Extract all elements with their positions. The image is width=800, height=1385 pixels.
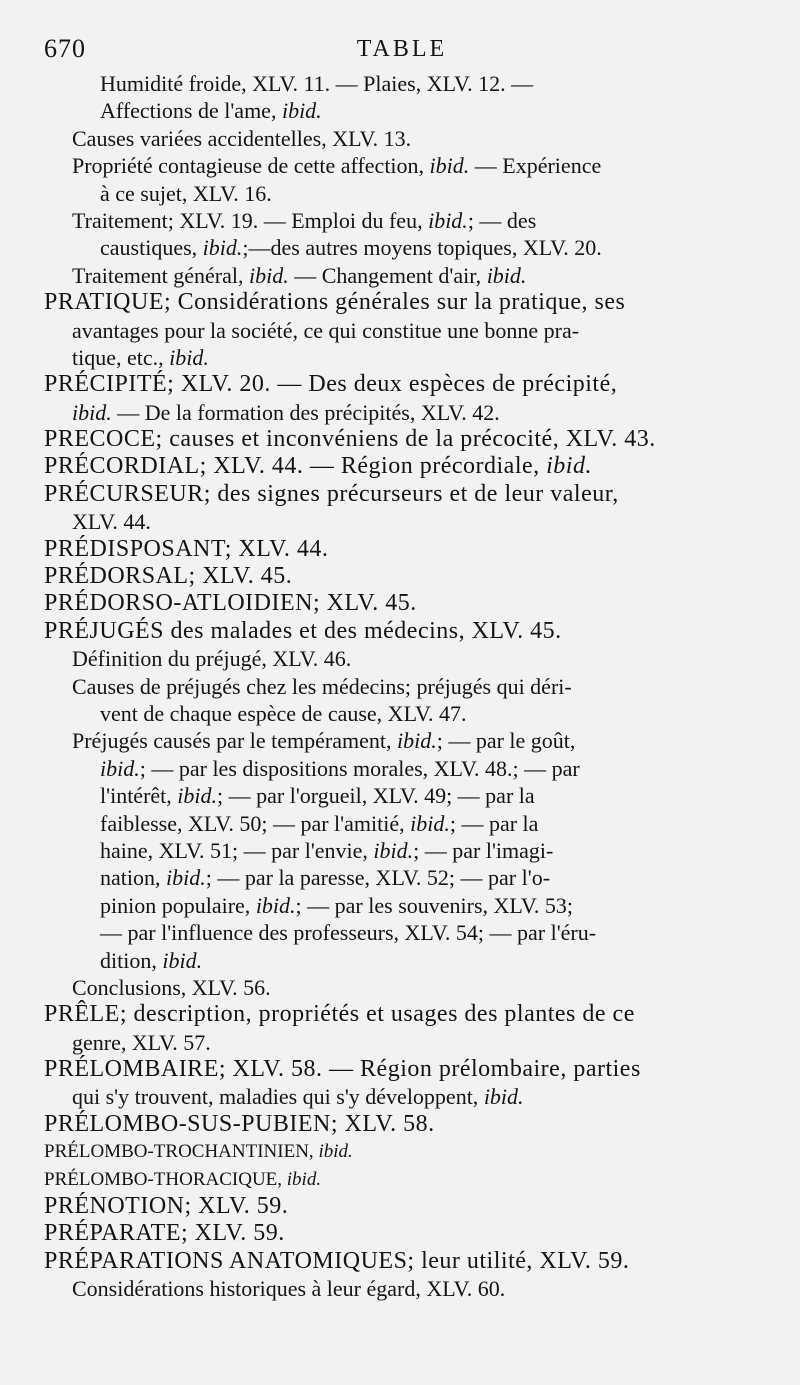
index-entry-heading-line: PRÉLOMBAIRE; XLV. 58. — Région prélombaire, parties	[44, 1056, 641, 1083]
index-entry-line: ibid. — De la formation des précipités, XLV. 42.	[72, 399, 500, 425]
index-entry-line: faiblesse, XLV. 50; — par l'amitié, ibid.; — par la	[100, 810, 539, 836]
index-entry-line: Affections de l'ame, ibid.	[100, 98, 322, 124]
index-entries	[44, 70, 760, 1303]
index-entry-line: ibid.; — par les dispositions morales, XLV. 48.; — par	[100, 755, 580, 781]
index-entry-heading-line: PRÉDORSO-ATLOIDIEN; XLV. 45.	[44, 590, 417, 617]
index-entry-line: Traitement général, ibid. — Changement d'air, ibid.	[72, 262, 527, 288]
index-entry-line: XLV. 44.	[72, 509, 151, 535]
index-entry-line: avantages pour la société, ce qui constitue une bonne pra-	[72, 317, 580, 343]
index-entry-heading-line: PRÉCORDIAL; XLV. 44. — Région précordiale, ibid.	[44, 453, 592, 480]
index-entry-heading-line: PRÉDISPOSANT; XLV. 44.	[44, 535, 329, 562]
index-entry-line: nation, ibid.; — par la paresse, XLV. 52; — par l'o-	[100, 865, 551, 891]
index-entry-heading-line: PRÉLOMBO-THORACIQUE, ibid.	[44, 1168, 322, 1190]
index-entry-heading-line: PRÉPARATE; XLV. 59.	[44, 1220, 285, 1247]
index-entry-line: caustiques, ibid.;—des autres moyens topiques, XLV. 20.	[100, 235, 602, 261]
index-entry-line: pinion populaire, ibid.; — par les souvenirs, XLV. 53;	[100, 892, 573, 918]
index-entry-heading-line: PRÉDORSAL; XLV. 45.	[44, 563, 293, 590]
index-entry-line: Propriété contagieuse de cette affection, ibid. — Expérience	[72, 153, 602, 179]
index-entry-line: — par l'influence des professeurs, XLV. 54; — par l'éru-	[100, 920, 597, 946]
index-entry-line: à ce sujet, XLV. 16.	[100, 180, 272, 206]
index-entry-line: Définition du préjugé, XLV. 46.	[72, 646, 352, 672]
index-entry-line: Humidité froide, XLV. 11. — Plaies, XLV. 12. —	[100, 71, 534, 96]
page-number: 670	[44, 34, 86, 63]
index-entry-heading-line: PRÉLOMBO-TROCHANTINIEN, ibid.	[44, 1141, 353, 1163]
index-entry-heading-line: PRÉJUGÉS des malades et des médecins, XLV. 45.	[44, 617, 562, 644]
index-entry-line: Traitement; XLV. 19. — Emploi du feu, ibid.; — des	[72, 207, 537, 233]
page-header	[44, 28, 760, 70]
index-entry-line: qui s'y trouvent, maladies qui s'y développent, ibid.	[72, 1084, 524, 1110]
index-entry-line: Causes variées accidentelles, XLV. 13.	[72, 125, 412, 151]
index-entry-line: haine, XLV. 51; — par l'envie, ibid.; — par l'imagi-	[100, 837, 554, 863]
index-entry-heading-line: PRÉNOTION; XLV. 59.	[44, 1193, 289, 1220]
index-entry-line: Préjugés causés par le tempérament, ibid.; — par le goût,	[72, 728, 576, 754]
index-entry-heading-line: PRATIQUE; Considérations générales sur la pratique, ses	[44, 289, 626, 316]
running-head: TABLE	[356, 36, 448, 62]
index-entry-heading-line: PRÉCURSEUR; des signes précurseurs et de leur valeur,	[44, 480, 619, 507]
index-entry-line: Considérations historiques à leur égard, XLV. 60.	[72, 1276, 506, 1302]
index-entry-heading-line: PRECOCE; causes et inconvéniens de la précocité, XLV. 43.	[44, 426, 656, 453]
index-entry-line: l'intérêt, ibid.; — par l'orgueil, XLV. 49; — par la	[100, 783, 535, 809]
index-entry-line: vent de chaque espèce de cause, XLV. 47.	[100, 700, 467, 726]
index-entry-line: genre, XLV. 57.	[72, 1029, 211, 1055]
index-entry-heading-line: PRÉLOMBO-SUS-PUBIEN; XLV. 58.	[44, 1110, 435, 1137]
index-entry-heading-line: PRÊLE; description, propriétés et usages des plantes de ce	[44, 1001, 635, 1028]
index-entry-heading-line: PRÉPARATIONS ANATOMIQUES; leur utilité, XLV. 59.	[44, 1247, 630, 1274]
index-entry-line: Causes de préjugés chez les médecins; préjugés qui déri-	[72, 673, 572, 699]
index-entry-heading-line: PRÉCIPITÉ; XLV. 20. — Des deux espèces de précipité,	[44, 371, 618, 398]
index-entry-line: Conclusions, XLV. 56.	[72, 974, 271, 1000]
index-entry-line: dition, ibid.	[100, 947, 203, 973]
index-entry-line: tique, etc., ibid.	[72, 344, 209, 370]
